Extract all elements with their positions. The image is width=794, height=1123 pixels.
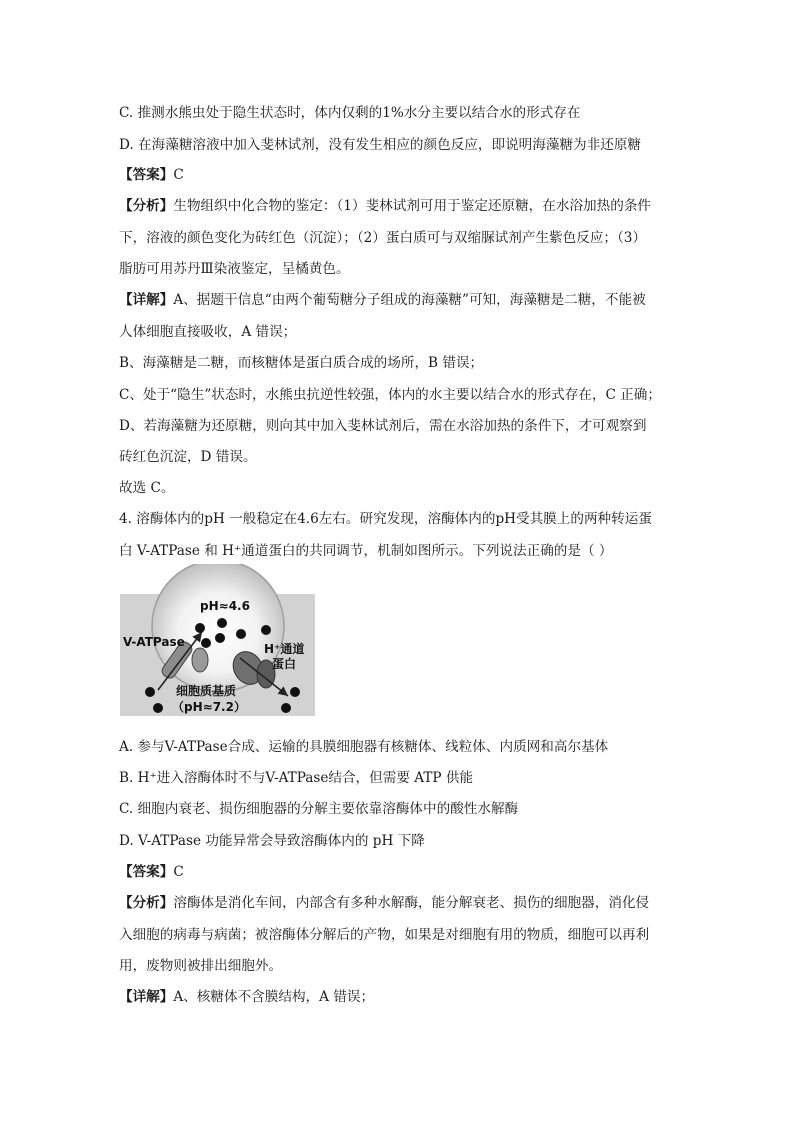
ph-inside-label: pH≈4.6 <box>200 599 250 613</box>
v-atpase-label: V-ATPase <box>123 635 185 649</box>
detail-tag: 【详解】 <box>119 989 174 1005</box>
h-channel-label-1: H⁺通道 <box>264 642 305 656</box>
q3-analysis-line-1 <box>119 197 651 215</box>
q3-detail-line-2: 人体细胞直接吸收，A 错误； <box>119 324 297 340</box>
detail-text: A、据题干信息“由两个葡萄糖分子组成的海藻糖”可知，海藻糖是二糖，不能被 <box>173 292 646 308</box>
q3-option-d: D. 在海藻糖溶液中加入斐林试剂，没有发生相应的颜色反应，即说明海藻糖为非还原糖 <box>119 137 642 153</box>
q3-analysis-line-3: 脂肪可用苏丹Ⅲ染液鉴定，呈橘黄色。 <box>119 261 350 277</box>
q3-detail-line-6: 砖红色沉淀，D 错误。 <box>119 449 257 465</box>
analysis-tag: 【分析】 <box>119 198 174 214</box>
q3-option-c: C. 推测水熊虫处于隐生状态时，体内仅剩的1%水分主要以结合水的形式存在 <box>119 105 581 121</box>
q4-stem-line-2: 白 V-ATPase 和 H⁺通道蛋白的共同调节，机制如图所示。下列说法正确的是（ ） <box>119 543 613 559</box>
cytosol-label-1: 细胞质基质 <box>176 684 237 698</box>
q4-option-d: D. V-ATPase 功能异常会导致溶酶体内的 pH 下降 <box>119 833 425 849</box>
q3-conclusion: 故选 C。 <box>119 480 175 496</box>
q3-analysis-line-2: 下，溶液的颜色变化为砖红色（沉淀）；（2）蛋白质可与双缩脲试剂产生紫色反应；（3） <box>119 230 647 246</box>
analysis-tag: 【分析】 <box>119 895 174 911</box>
analysis-text: 溶酶体是消化车间，内部含有多种水解酶，能分解衰老、损伤的细胞器，消化侵 <box>173 895 650 911</box>
q3-detail-line-5: D、若海藻糖为还原糖，则向其中加入斐林试剂后，需在水浴加热的条件下，才可观察到 <box>119 418 647 434</box>
q4-analysis-line-3: 用，废物则被排出细胞外。 <box>119 958 283 974</box>
detail-text: A、核糖体不含膜结构，A 错误； <box>173 989 375 1005</box>
q3-answer <box>119 166 184 184</box>
detail-tag: 【详解】 <box>119 292 174 308</box>
q4-analysis-line-1 <box>119 894 649 912</box>
answer-tag: 【答案】 <box>119 864 174 880</box>
lysosome-figure <box>120 564 315 716</box>
h-channel-label-2: 蛋白 <box>272 657 297 671</box>
q4-option-b: B. H⁺进入溶酶体时不与V-ATPase结合，但需要 ATP 供能 <box>119 770 474 786</box>
q4-detail-line-1 <box>119 988 374 1006</box>
analysis-text: 生物组织中化合物的鉴定：（1）斐林试剂可用于鉴定还原糖，在水浴加热的条件 <box>173 198 652 214</box>
answer-value: C <box>173 167 184 183</box>
q4-analysis-line-2: 入细胞的病毒与病菌；被溶酶体分解后的产物，如果是对细胞有用的物质，细胞可以再利 <box>119 927 650 943</box>
cytosol-label-2: （pH≈7.2） <box>172 700 246 714</box>
lysosome-diagram <box>120 564 315 716</box>
q3-detail-line-3: B、海藻糖是二糖，而核糖体是蛋白质合成的场所，B 错误； <box>119 355 484 371</box>
answer-tag: 【答案】 <box>119 167 174 183</box>
q4-stem-line-1: 4. 溶酶体内的pH 一般稳定在4.6左右。研究发现，溶酶体内的pH受其膜上的两种转运蛋 <box>119 511 652 527</box>
q4-answer <box>119 863 184 881</box>
q4-option-c: C. 细胞内衰老、损伤细胞器的分解主要依靠溶酶体中的酸性水解酶 <box>119 801 519 817</box>
q4-option-a: A. 参与V-ATPase合成、运输的具膜细胞器有核糖体、线粒体、内质网和高尔基体 <box>119 739 609 755</box>
answer-value: C <box>173 864 184 880</box>
q3-detail-line-1 <box>119 291 646 309</box>
q3-detail-line-4: C、处于“隐生”状态时，水熊虫抗逆性较强，体内的水主要以结合水的形式存在，C 正确； <box>119 387 661 403</box>
